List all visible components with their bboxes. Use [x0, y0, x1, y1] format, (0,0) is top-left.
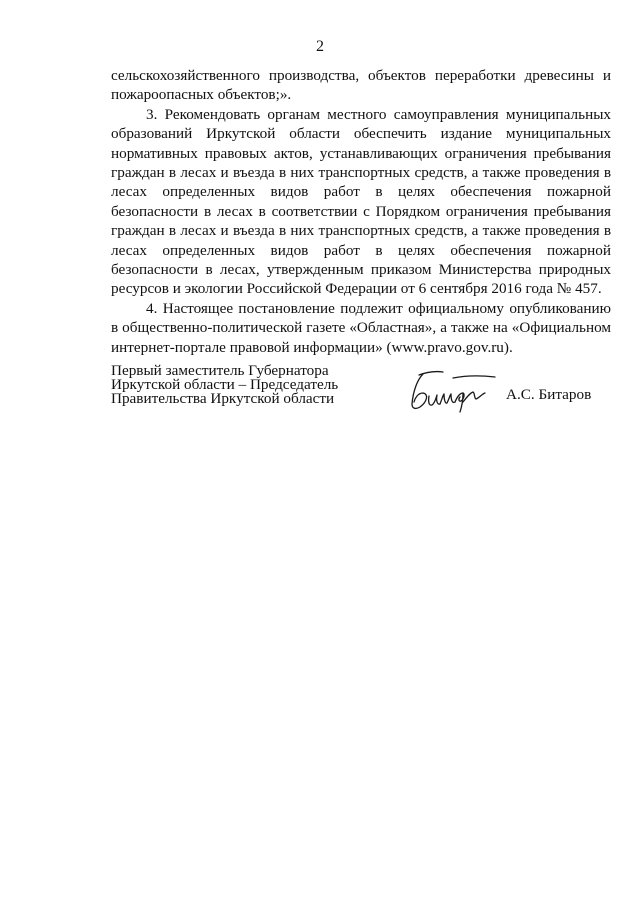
paragraph-continuation: сельскохозяйственного производства, объектов переработки древесины и пожароопасных объектов;».	[111, 67, 611, 104]
signatory-position-line: Иркутской области – Председатель	[111, 376, 339, 393]
paragraph-item-3: 3. Рекомендовать органам местного самоуправления муниципальных образований Иркутской области обеспечить издание муниципальных нормативных правовых актов, устанавливающих ограничения пребывания граждан в лесах и въезда в них транспортных средств, а также проведения в лесах определенных видов работ в целях обеспечения пожарной безопасности в лесах в соответствии с Порядком ограничения пребывания граждан в лесах и въезда в них транспортных средств, а также проведения в лесах определенных видов работ в целях обеспечения пожарной безопасности в лесах, утвержденным приказом Министерства природных ресурсов и экологии Российской Федерации от 6 сентября 2016 года № 457.	[111, 105, 611, 298]
document-body	[111, 66, 611, 357]
signatory-name: А.С. Битаров	[506, 386, 592, 403]
page-number: 2	[316, 38, 324, 55]
signature-block	[111, 364, 611, 424]
paragraph-item-4: 4. Настоящее постановление подлежит официальному опубликованию в общественно-политической газете «Областная», а также на «Официальном интернет-портале правовой информации» (www.pravo.gov.ru).	[111, 299, 611, 356]
signatory-position	[111, 364, 338, 406]
handwritten-signature-icon	[403, 366, 503, 414]
signatory-position-line: Правительства Иркутской области	[111, 390, 335, 407]
signatory-position-line: Первый заместитель Губернатора	[111, 362, 329, 379]
